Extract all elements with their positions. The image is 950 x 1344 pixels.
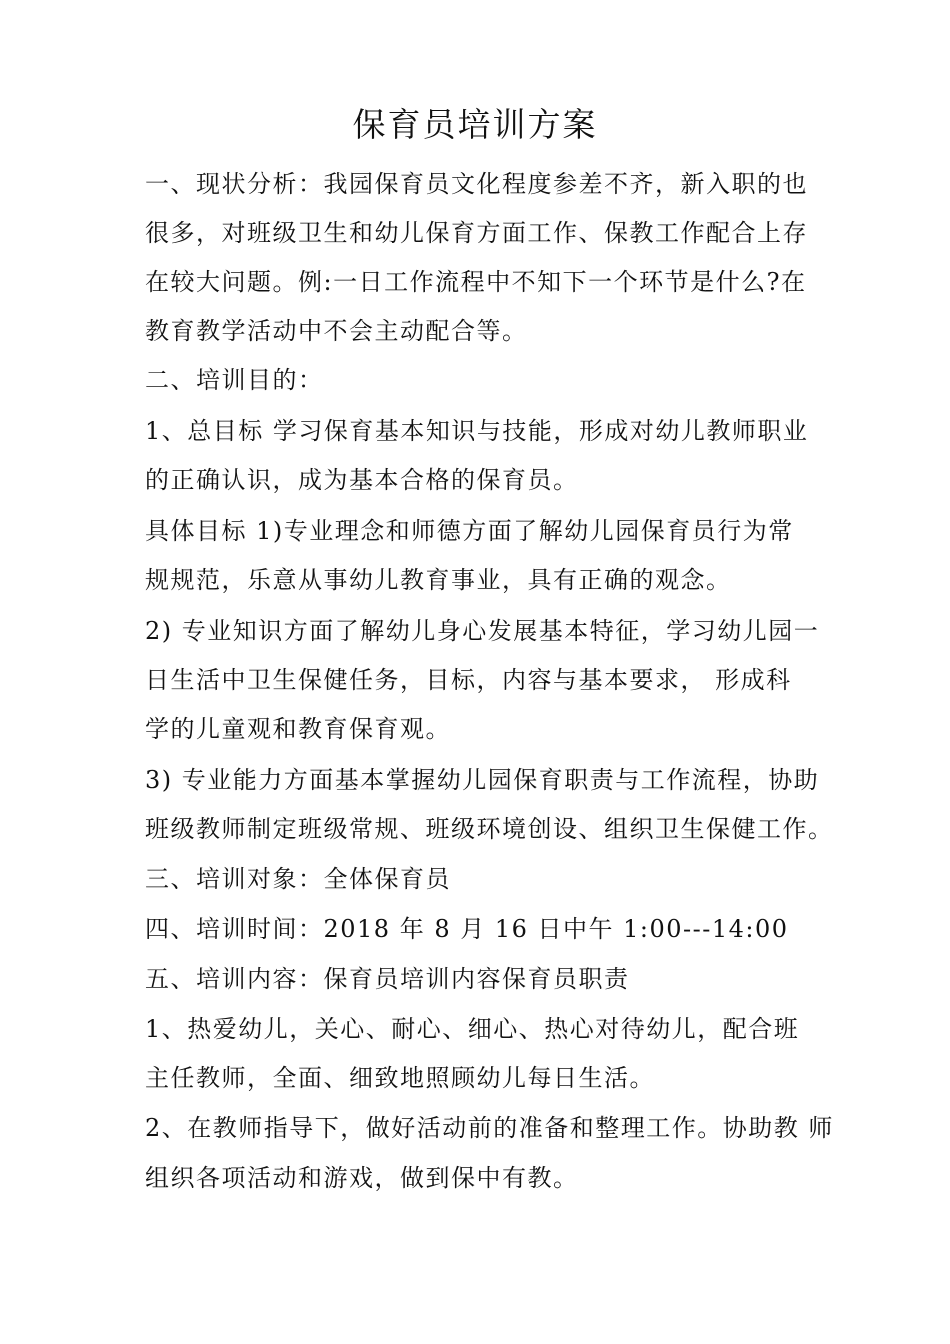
paragraph-line: 四、培训时间：2018 年 8 月 16 日中午 1:00---14:00	[145, 915, 789, 943]
paragraph-line: 的正确认识，成为基本合格的保育员。	[145, 466, 579, 494]
paragraph-line: 3) 专业能力方面基本掌握幼儿园保育职责与工作流程，协助	[145, 766, 820, 794]
paragraph-line: 三、培训对象：全体保育员	[145, 865, 451, 893]
paragraph-line: 1、热爱幼儿，关心、耐心、细心、热心对待幼儿，配合班	[145, 1015, 800, 1043]
paragraph-line: 班级教师制定班级常规、班级环境创设、组织卫生保健工作。	[145, 815, 834, 843]
paragraph-line: 二、培训目的：	[145, 366, 324, 394]
paragraph-line: 日生活中卫生保健任务，目标，内容与基本要求， 形成科	[145, 666, 792, 694]
paragraph-line: 1、总目标 学习保育基本知识与技能，形成对幼儿教师职业	[145, 417, 809, 445]
paragraph-line: 2) 专业知识方面了解幼儿身心发展基本特征，学习幼儿园一	[145, 617, 820, 645]
document-title: 保育员培训方案	[352, 105, 598, 144]
paragraph-line: 规规范，乐意从事幼儿教育事业，具有正确的观念。	[145, 566, 732, 594]
paragraph-line: 主任教师，全面、细致地照顾幼儿每日生活。	[145, 1064, 655, 1092]
paragraph-line: 具体目标 1)专业理念和师德方面了解幼儿园保育员行为常	[145, 517, 794, 545]
paragraph-line: 五、培训内容：保育员培训内容保育员职责	[145, 965, 630, 993]
paragraph-line: 组织各项活动和游戏，做到保中有教。	[145, 1164, 579, 1192]
paragraph-line: 教育教学活动中不会主动配合等。	[145, 317, 528, 345]
paragraph-line: 学的儿童观和教育保育观。	[145, 715, 451, 743]
paragraph-line: 在较大问题。例:一日工作流程中不知下一个环节是什么?在	[145, 268, 807, 296]
paragraph-line: 一、现状分析：我园保育员文化程度参差不齐，新入职的也	[145, 170, 808, 198]
paragraph-line: 很多，对班级卫生和幼儿保育方面工作、保教工作配合上存	[145, 219, 808, 247]
paragraph-line: 2、在教师指导下，做好活动前的准备和整理工作。协助教 师	[145, 1114, 834, 1142]
